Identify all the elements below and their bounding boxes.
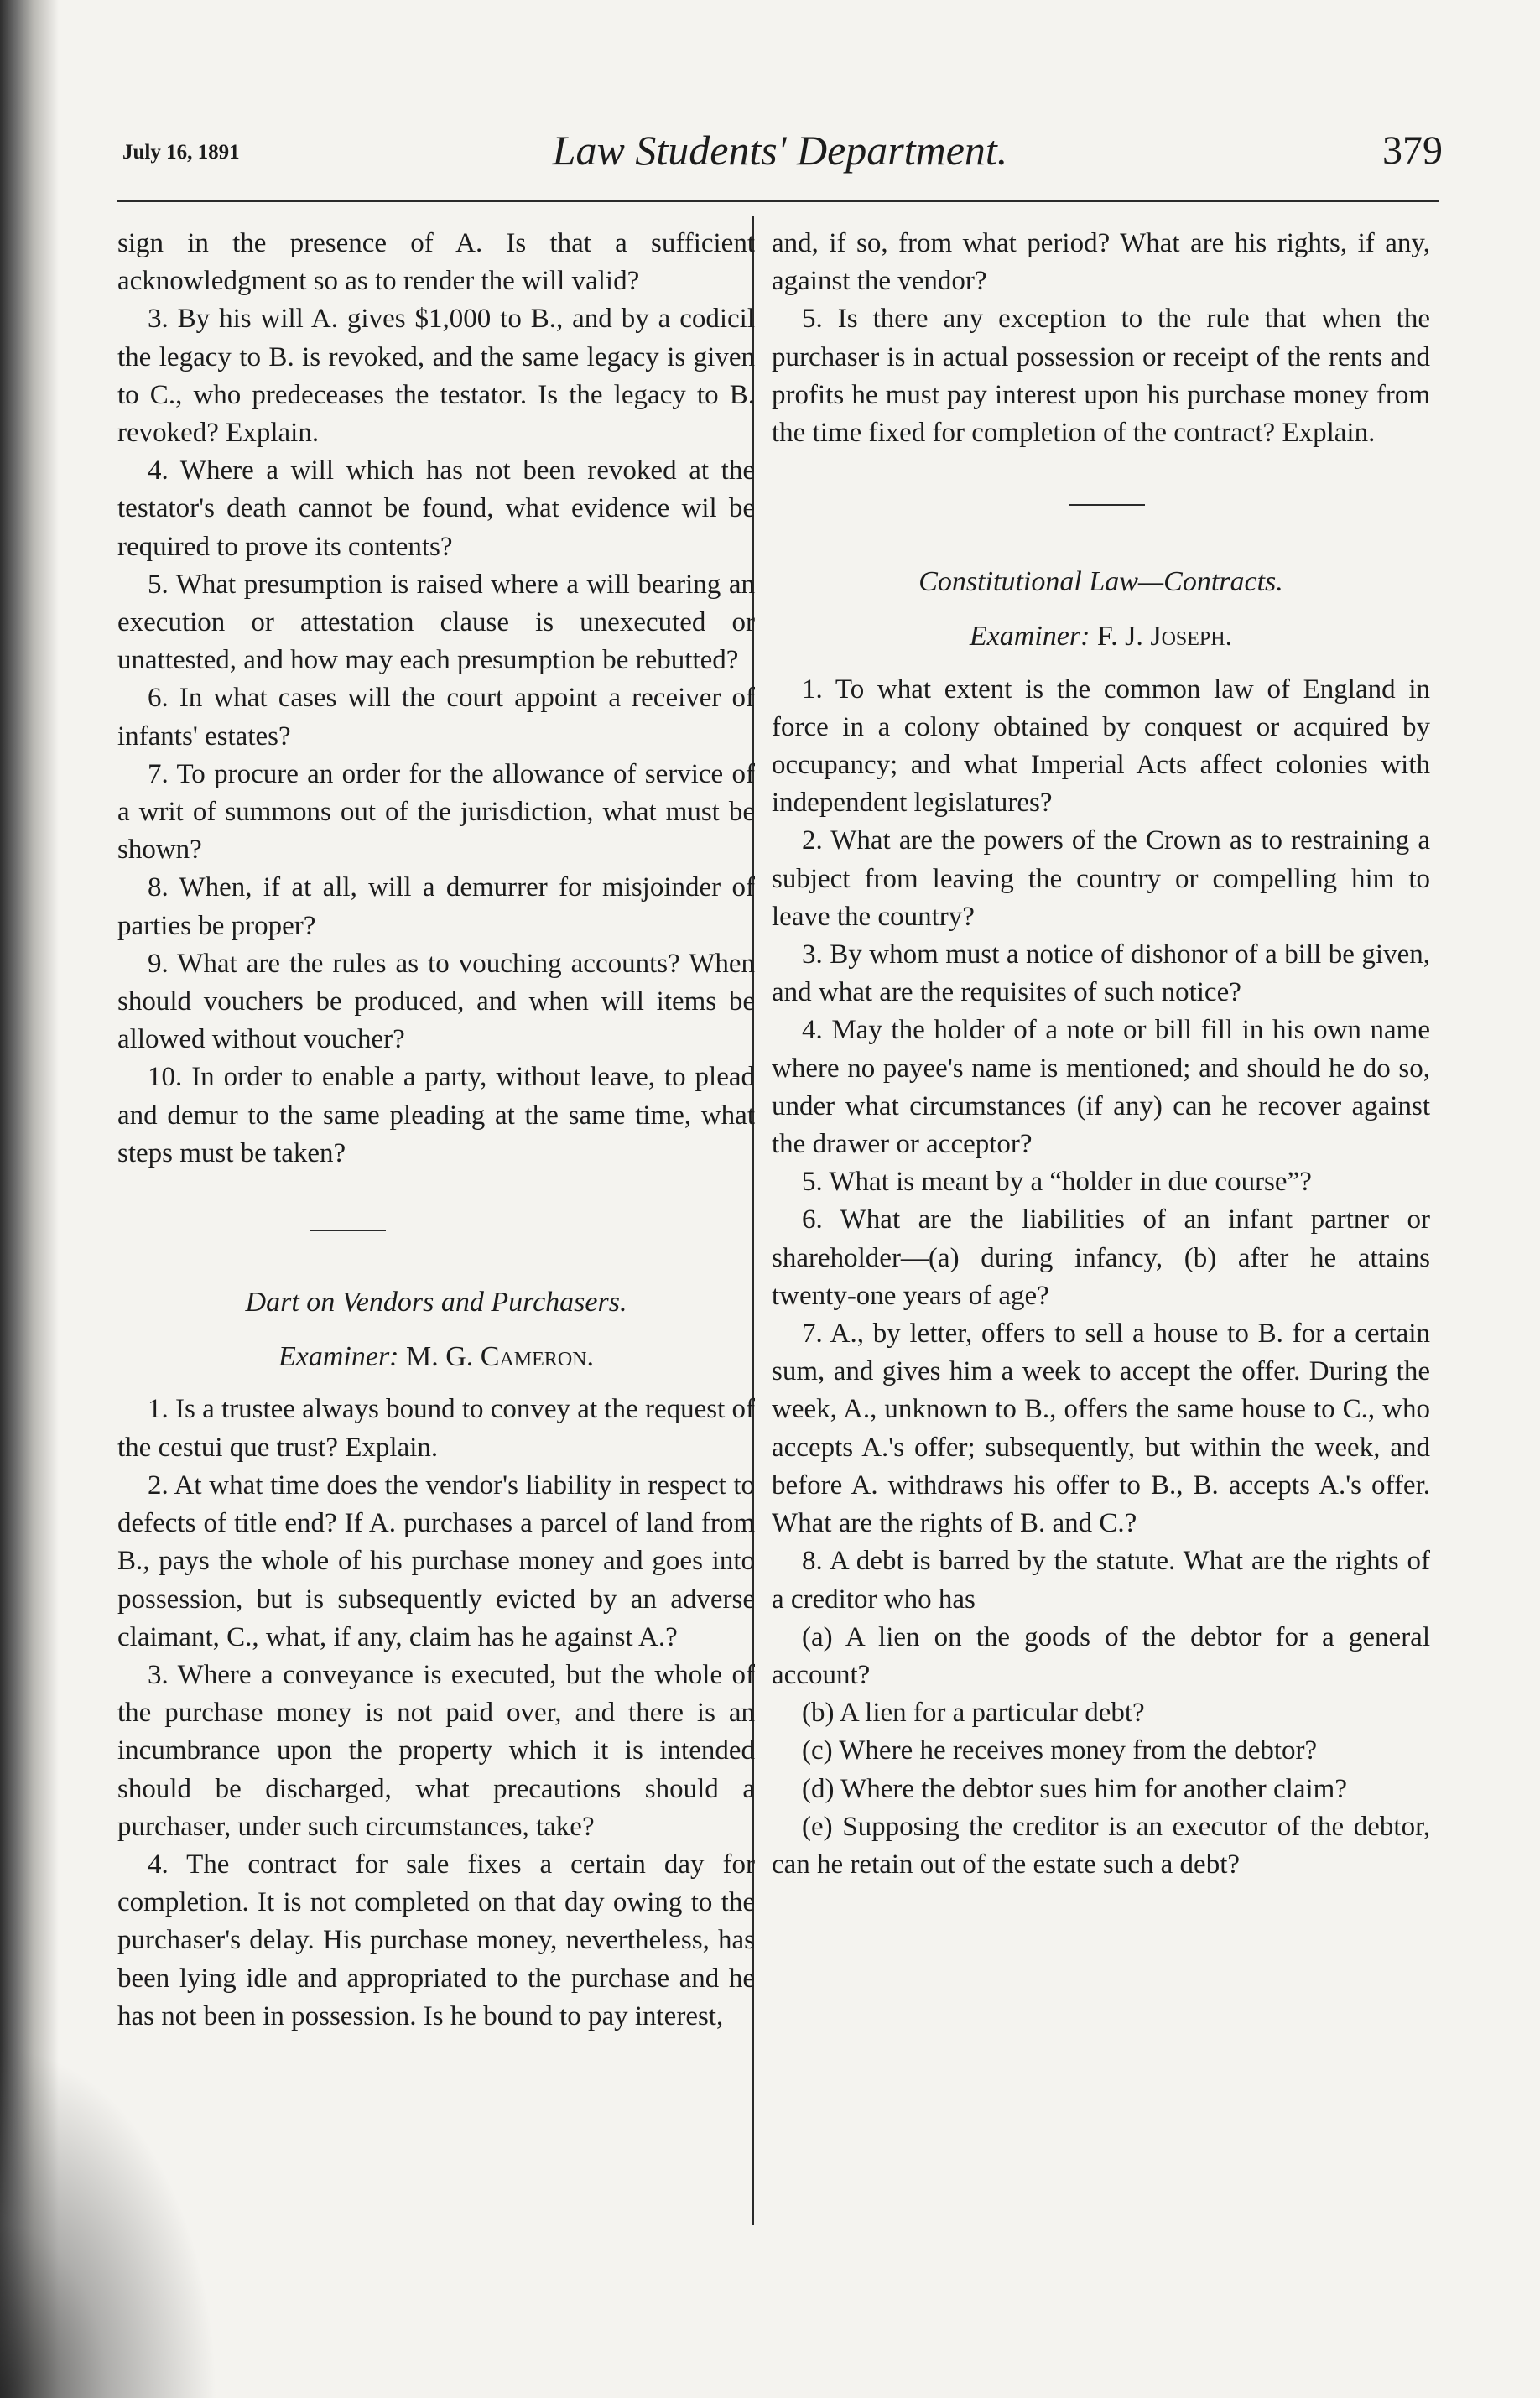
sub-question-e: (e) Supposing the creditor is an executor of the debtor, can he retain out of the estate such a debt? (772, 1811, 1430, 1880)
section-title: Constitutional Law—Contracts. (918, 566, 1283, 598)
question-4: 4. Where a will which has not been revoked at the testator's death cannot be found, what evidence wil be required to prove its contents? (117, 455, 755, 562)
question-1: 1. Is a trustee always bound to convey at the request of the cestui que trust? Explain. (117, 1394, 755, 1463)
question-3: 3. Where a conveyance is executed, but the whole of the purchase money is not paid over, and there is an incumbrance upon the property which it is intended should be discharged, what precautions should a purchaser, under such circumstances, take? (117, 1659, 755, 1842)
question-9: 9. What are the rules as to vouching accounts? When should vouchers be produced, and when will items be allowed without voucher? (117, 948, 755, 1055)
page-number: 379 (1382, 128, 1443, 173)
question-5: 5. Is there any exception to the rule that when the purchaser is in actual possession or receipt of the rents and profits he must pay interest upon his purchase money from the time fixed for completion of the contract? Explain. (772, 304, 1430, 449)
question-3: 3. By whom must a notice of dishonor of a bill be given, and what are the requisites of such notice? (772, 939, 1430, 1008)
section-title: Dart on Vendors and Purchasers. (245, 1287, 627, 1319)
section-divider (310, 1230, 386, 1231)
question-5: 5. What presumption is raised where a will bearing an execution or attestation clause is unexecuted or unattested, and how may each presumption be rebutted? (117, 569, 755, 676)
question-7: 7. To procure an order for the allowance of service of a writ of summons out of the jurisdiction, what must be shown? (117, 758, 755, 866)
right-column (772, 225, 1430, 1884)
left-column (117, 225, 755, 2036)
book-spine-shadow (0, 0, 59, 2398)
question-1: 1. To what extent is the common law of England in force in a colony obtained by conquest or acquired by occupancy; and what Imperial Acts affect colonies with independent legislatures? (772, 674, 1430, 819)
sub-question-a: (a) A lien on the goods of the debtor for a general account? (772, 1621, 1430, 1690)
question-2: 2. At what time does the vendor's liability in respect to defects of title end? If A. purchases a parcel of land from B., pays the whole of his purchase money and goes into possession, but is subsequently evicted by an adverse claimant, C., what, if any, claim has he against A.? (117, 1469, 755, 1652)
question-3: 3. By his will A. gives $1,000 to B., and by a codicil the legacy to B. is revoked, and the same legacy is given to C., who predeceases the testator. Is the legacy to B. revoked? Explain. (117, 304, 755, 449)
sub-question-b: (b) A lien for a particular debt? (802, 1698, 1145, 1729)
question-7: 7. A., by letter, offers to sell a house to B. for a certain sum, and gives him a week to accept the offer. During the week, A., unknown to B., offers the same house to C., who accepts A.'s offer; subsequently, but within the week, and before A. withdraws his offer to B., B. accepts A.'s offer. What are the rights of B. and C.? (772, 1319, 1430, 1539)
question-10: 10. In order to enable a party, without leave, to plead and demur to the same pleading at the same time, what steps must be taken? (117, 1062, 755, 1168)
section-divider (1069, 504, 1145, 506)
header-date: July 16, 1891 (122, 141, 240, 164)
examiner-name: F. J. Joseph. (1096, 621, 1233, 653)
page-header (117, 126, 1443, 193)
question-2: 2. What are the powers of the Crown as to restraining a subject from leaving the country or compelling him to leave the country? (772, 825, 1430, 932)
question-6: 6. In what cases will the court appoint a receiver of infants' estates? (117, 683, 755, 752)
question-8: 8. When, if at all, will a demurrer for misjoinder of parties be proper? (117, 872, 755, 941)
examiner-label: Examiner: (969, 621, 1090, 653)
examiner-line (117, 1338, 755, 1376)
sub-question-c: (c) Where he receives money from the debtor? (802, 1735, 1318, 1766)
continuation-text: sign in the presence of A. Is that a sufficient acknowledgment so as to render the will valid? (117, 228, 755, 297)
question-6: 6. What are the liabilities of an infant partner or shareholder—(a) during infancy, (b) after he attains twenty-one years of age? (772, 1204, 1430, 1311)
examiner-label: Examiner: (278, 1341, 399, 1373)
sub-question-d: (d) Where the debtor sues him for another claim? (802, 1773, 1347, 1804)
question-4: 4. The contract for sale fixes a certain day for completion. It is not completed on that day owing to the purchaser's delay. His purchase money, nevertheless, has been lying idle and appropriated to the purchase and he has not been in possession. Is he bound to pay interest, (117, 1849, 755, 2031)
question-4: 4. May the holder of a note or bill fill in his own name where no payee's name is mentioned; and should he do so, under what circumstances (if any) can he recover against the drawer or acceptor? (772, 1015, 1430, 1160)
question-8: 8. A debt is barred by the statute. What are the rights of a creditor who has (772, 1546, 1430, 1615)
examiner-line (772, 617, 1430, 655)
header-rule (117, 200, 1439, 202)
question-5: 5. What is meant by a “holder in due course”? (802, 1167, 1312, 1198)
continuation-text: and, if so, from what period? What are his rights, if any, against the vendor? (772, 228, 1430, 297)
page-corner-shadow (0, 2046, 218, 2398)
examiner-name: M. G. Cameron. (406, 1341, 594, 1373)
header-title: Law Students' Department. (552, 127, 1008, 174)
